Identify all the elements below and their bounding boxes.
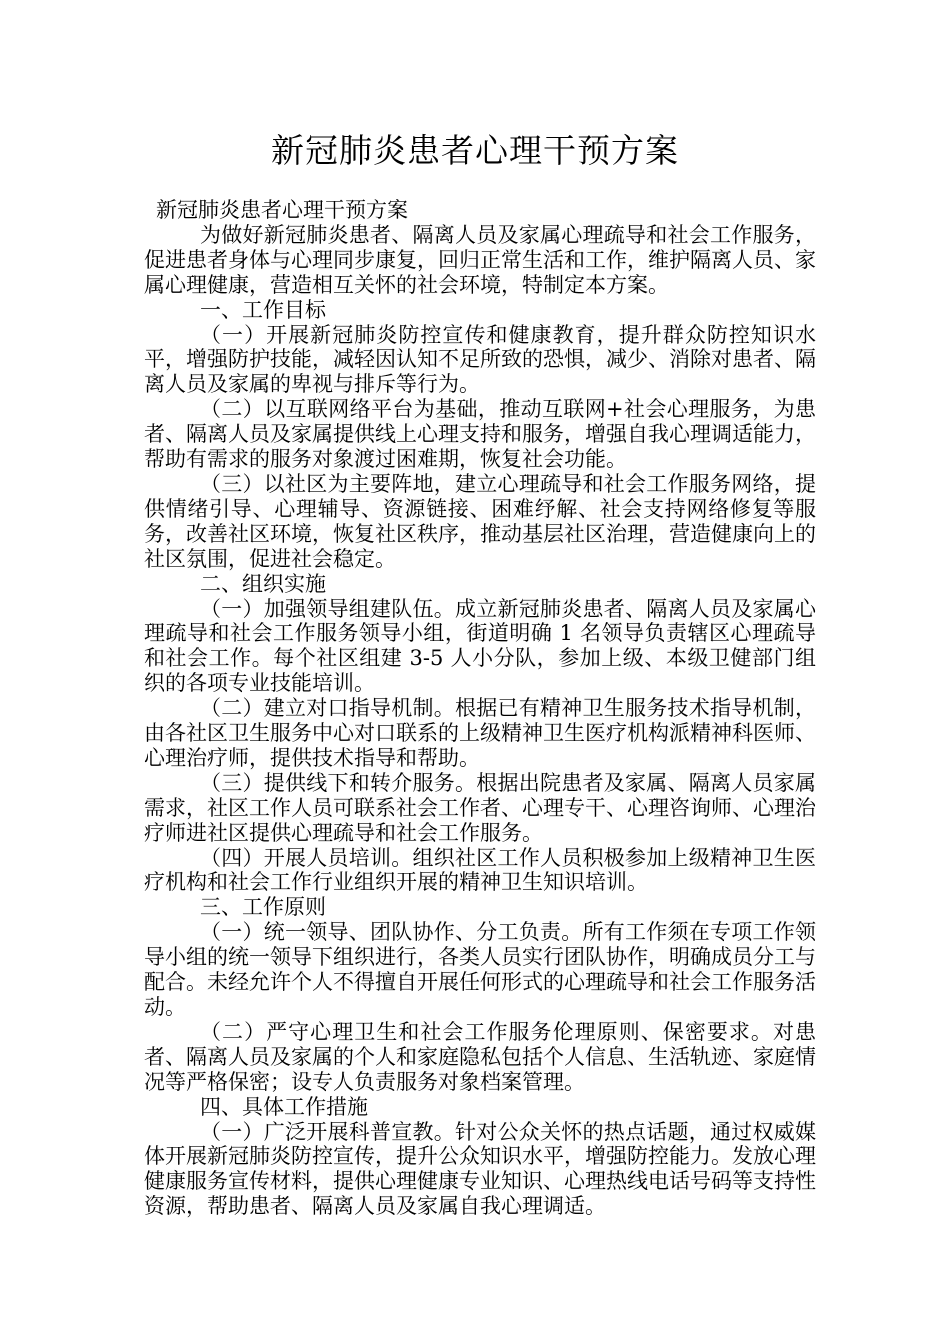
measures-item-1: （一）广泛开展科普宣教。针对公众关怀的热点话题，通过权威媒体开展新冠肺炎防控宣传，提升公众知识水平，增强防控能力。发放心理健康服务宣传材料，提供心理健康专业知识、心理热线电话号码等支持性资源，帮助患者、隔离人员及家属自我心理调适。 (144, 1119, 816, 1219)
principles-item-1: （一）统一领导、团队协作、分工负责。所有工作须在专项工作领导小组的统一领导下组织进行，各类人员实行团队协作，明确成员分工与配合。未经允许个人不得擅自开展任何形式的心理疏导和社会工作服务活动。 (144, 920, 816, 1019)
document-subtitle: 新冠肺炎患者心理干预方案 (156, 198, 408, 222)
organization-item-4: （四）开展人员培训。组织社区工作人员积极参加上级精神卫生医疗机构和社会工作行业组织开展的精神卫生知识培训。 (144, 845, 816, 895)
goals-item-1: （一）开展新冠肺炎防控宣传和健康教育，提升群众防控知识水平，增强防护技能，减轻因认知不足所致的恐惧，减少、消除对患者、隔离人员及家属的卑视与排斥等行为。 (144, 322, 816, 397)
goals-item-2: （二）以互联网络平台为基础，推动互联网+社会心理服务，为患者、隔离人员及家属提供线上心理支持和服务，增强自我心理调适能力，帮助有需求的服务对象渡过困难期，恢复社会功能。 (144, 397, 816, 472)
section-heading-principles: 三、工作原则 (200, 895, 326, 920)
organization-item-1: （一）加强领导组建队伍。成立新冠肺炎患者、隔离人员及家属心理疏导和社会工作服务领导小组，街道明确 1 名领导负责辖区心理疏导和社会工作。每个社区组建 3-5 人小分队，参加上级、本级卫健部门组织的各项专业技能培训。 (144, 596, 816, 696)
principles-item-2: （二）严守心理卫生和社会工作服务伦理原则、保密要求。对患者、隔离人员及家属的个人和家庭隐私包括个人信息、生活轨迹、家庭情况等严格保密；设专人负责服务对象档案管理。 (144, 1019, 816, 1094)
goals-item-3: （三）以社区为主要阵地，建立心理疏导和社会工作服务网络，提供情绪引导、心理辅导、资源链接、困难纾解、社会支持网络修复等服务，改善社区环境，恢复社区秩序，推动基层社区治理，营造健康向上的社区氛围，促进社会稳定。 (144, 471, 816, 571)
organization-item-2: （二）建立对口指导机制。根据已有精神卫生服务技术指导机制，由各社区卫生服务中心对口联系的上级精神卫生医疗机构派精神科医师、心理治疗师，提供技术指导和帮助。 (144, 696, 816, 770)
document-body (144, 198, 816, 1219)
document-title: 新冠肺炎患者心理干预方案 (271, 131, 679, 170)
organization-item-3: （三）提供线下和转介服务。根据出院患者及家属、隔离人员家属需求，社区工作人员可联系社会工作者、心理专干、心理咨询师、心理治疗师进社区提供心理疏导和社会工作服务。 (144, 770, 816, 845)
intro-paragraph: 为做好新冠肺炎患者、隔离人员及家属心理疏导和社会工作服务，促进患者身体与心理同步康复，回归正常生活和工作，维护隔离人员、家属心理健康，营造相互关怀的社会环境，特制定本方案。 (144, 222, 816, 297)
section-heading-organization: 二、组织实施 (200, 571, 326, 596)
section-heading-goals: 一、工作目标 (200, 297, 326, 322)
section-heading-measures: 四、具体工作措施 (200, 1094, 368, 1119)
